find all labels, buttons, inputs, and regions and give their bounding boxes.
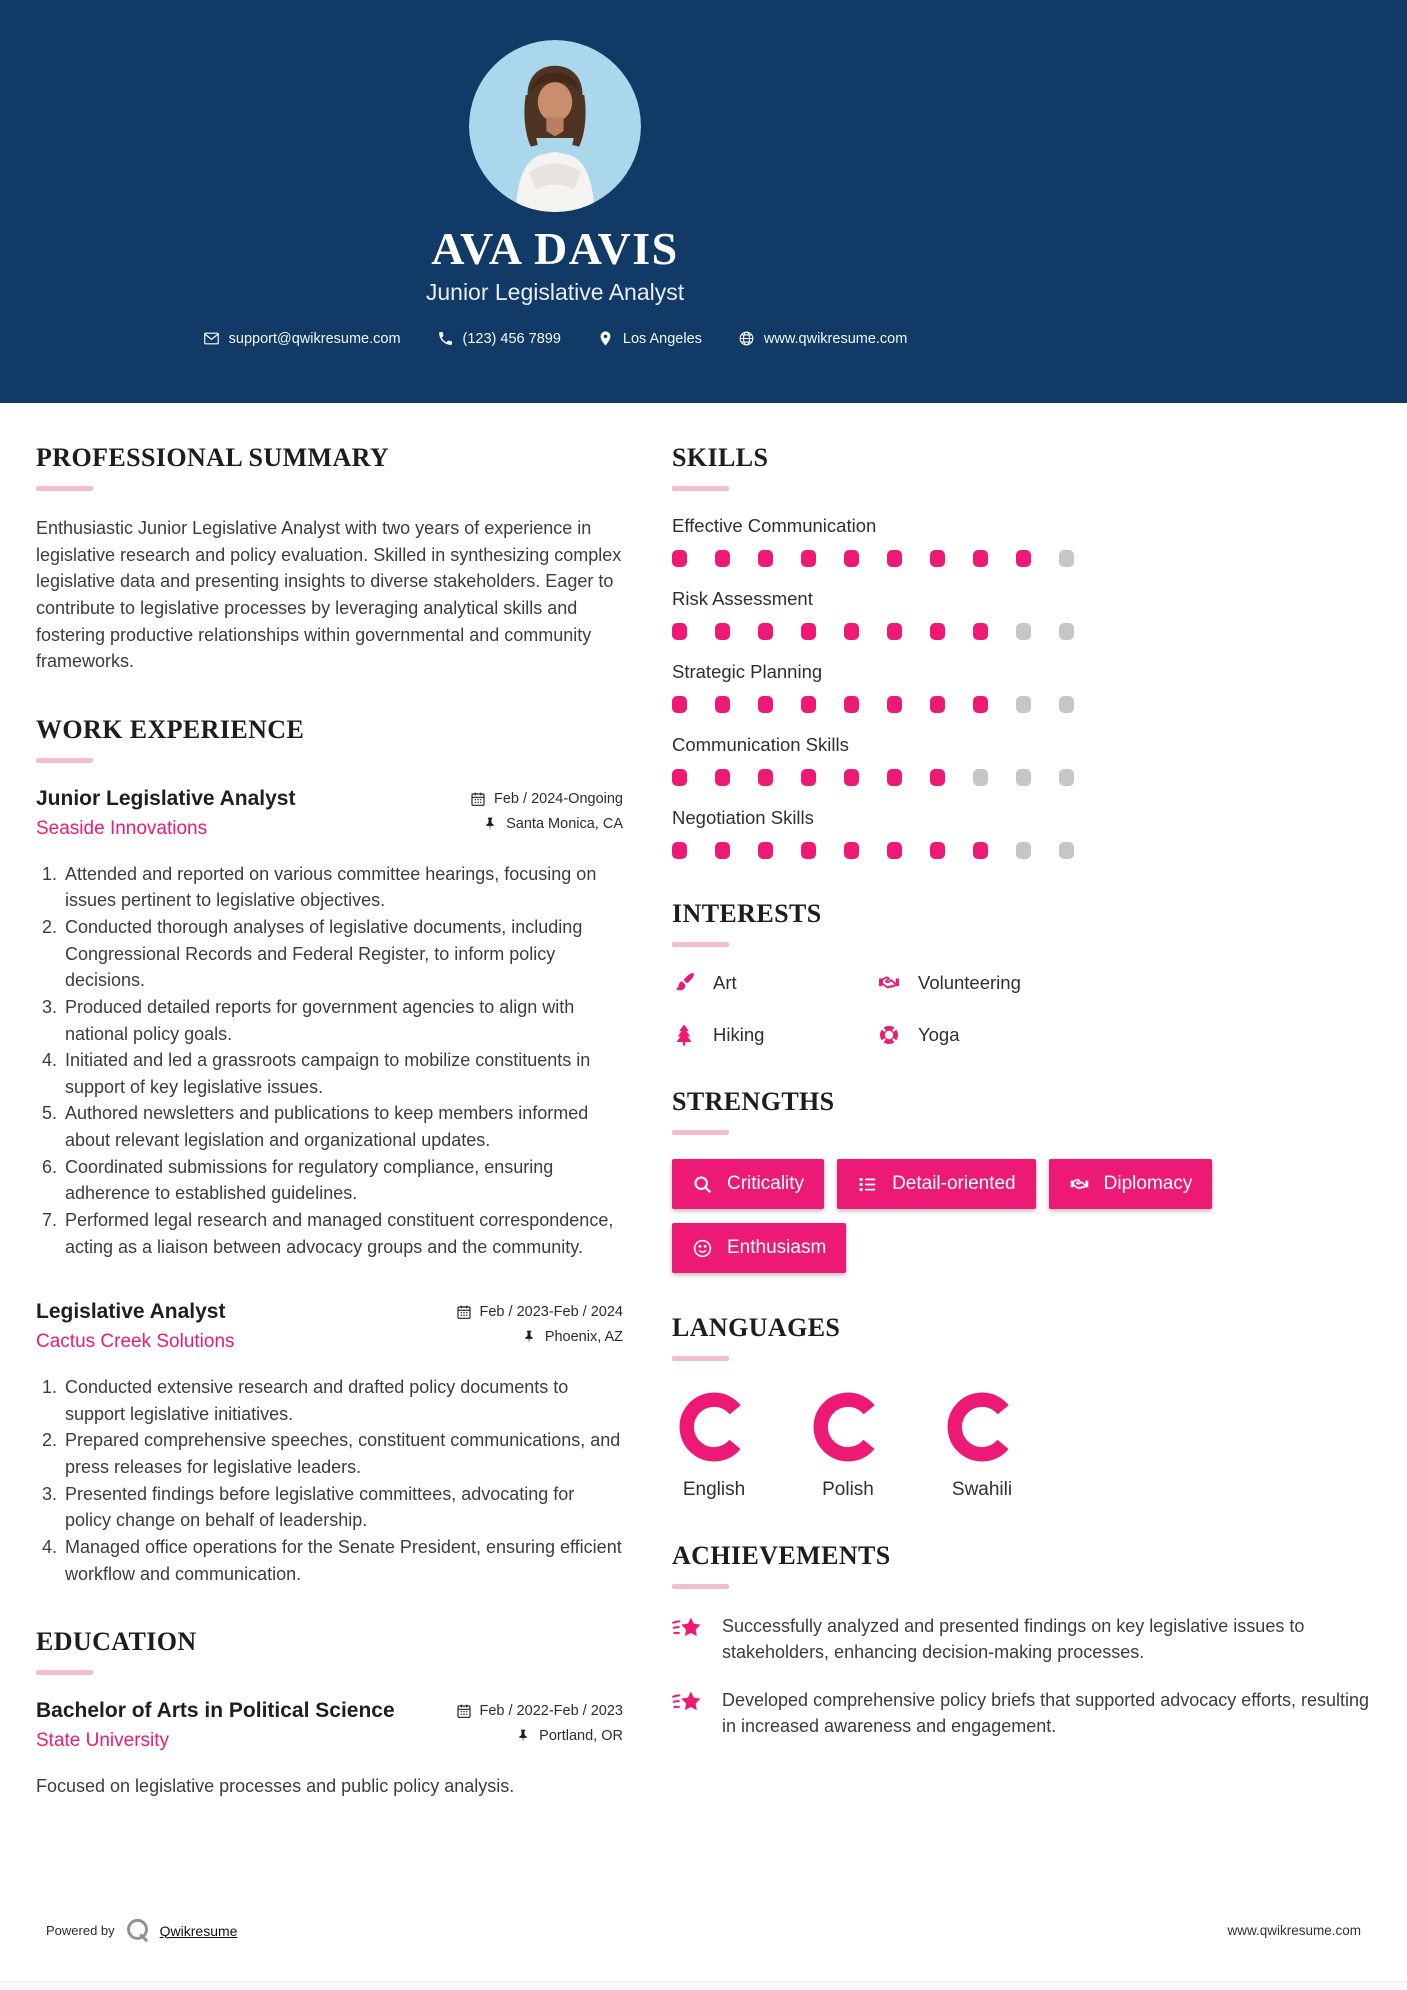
contact-item	[203, 330, 401, 347]
skill-item	[672, 661, 1371, 713]
skill-item	[672, 807, 1371, 859]
jobs-list	[36, 787, 623, 1587]
envelope-icon	[203, 330, 220, 347]
education-dates: Feb / 2022-Feb / 2023	[479, 1703, 623, 1720]
skill-dot-filled	[715, 696, 730, 713]
skill-name: Strategic Planning	[672, 661, 823, 682]
skill-dot-filled	[844, 696, 859, 713]
contact-text: Los Angeles	[622, 330, 702, 347]
interest-item	[877, 971, 1371, 995]
strength-badge[interactable]	[1049, 1159, 1213, 1209]
interests-list	[672, 971, 1371, 1047]
skill-dot-filled	[758, 696, 773, 713]
summary-text: Enthusiastic Junior Legislative Analyst with two years of experience in legislative research and policy evaluation. Skilled in synthesizing complex legislative data and presenting insights to diverse stakeholders. Eager to contribute to legislative processes by leveraging analytical skills and fostering productive relationships within governmental and community frameworks.	[36, 518, 622, 672]
header-content	[0, 0, 1110, 347]
job-meta	[470, 787, 623, 841]
skill-dots	[672, 769, 1371, 786]
skill-dot-filled	[887, 550, 902, 567]
left-column	[36, 443, 623, 1840]
qwikresume-logo-icon	[124, 1917, 151, 1944]
education-description: Focused on legislative processes and public policy analysis.	[36, 1776, 515, 1797]
section-skills	[672, 443, 1371, 859]
avatar-photo	[469, 40, 641, 212]
skill-dot-empty	[1059, 769, 1074, 786]
skill-dot-empty	[1016, 842, 1031, 859]
skill-dot-filled	[930, 696, 945, 713]
skill-dots	[672, 696, 1371, 713]
job-bullet: 6. Coordinated submissions for regulatory compliance, ensuring adherence to established guidelines.	[62, 1154, 623, 1207]
skills-heading: SKILLS	[672, 443, 769, 472]
phone-icon	[437, 330, 454, 347]
language-name: Polish	[822, 1479, 874, 1500]
main-content	[0, 403, 1407, 1840]
section-underline	[672, 1584, 729, 1589]
job-location: Santa Monica, CA	[506, 815, 623, 832]
skill-dot-empty	[1016, 623, 1031, 640]
language-progress-ring	[946, 1391, 1018, 1463]
interests-heading: INTERESTS	[672, 899, 822, 928]
skill-dot-empty	[1059, 842, 1074, 859]
interest-label: Volunteering	[918, 972, 1021, 993]
skill-dot-filled	[758, 769, 773, 786]
contact-item	[597, 330, 702, 347]
skill-dot-empty	[1016, 696, 1031, 713]
interest-item	[877, 1023, 1371, 1047]
skills-list	[672, 515, 1371, 859]
section-strengths	[672, 1087, 1371, 1273]
section-underline	[672, 942, 729, 947]
lifebuoy-icon	[877, 1023, 901, 1047]
skill-dot-empty	[1059, 623, 1074, 640]
language-item	[672, 1385, 756, 1501]
skill-dot-filled	[715, 769, 730, 786]
pushpin-icon	[521, 1329, 537, 1345]
job-bullet: 1. Attended and reported on various committee hearings, focusing on issues pertinent to legislative objectives.	[62, 861, 623, 914]
education-meta	[456, 1699, 624, 1753]
page-bottom-edge	[0, 1981, 1407, 1990]
skill-dot-filled	[715, 550, 730, 567]
skill-dot-empty	[1016, 769, 1031, 786]
candidate-name: AVA DAVIS	[431, 223, 679, 274]
strength-badge[interactable]	[837, 1159, 1036, 1209]
skill-dot-filled	[844, 550, 859, 567]
job-bullet: 3. Presented findings before legislative committees, advocating for policy change on behalf of leadership.	[62, 1481, 623, 1534]
interest-label: Art	[713, 972, 737, 993]
section-underline	[672, 1130, 729, 1135]
job-bullet: 1. Conducted extensive research and drafted policy documents to support legislative initiatives.	[62, 1374, 623, 1427]
job-company: Seaside Innovations	[36, 817, 208, 839]
job-bullet: 3. Produced detailed reports for government agencies to align with national policy goals.	[62, 994, 623, 1047]
skill-dot-empty	[973, 769, 988, 786]
skill-dot-filled	[801, 769, 816, 786]
pushpin-icon	[515, 1728, 531, 1744]
calendar-icon	[470, 791, 486, 807]
strength-badge[interactable]	[672, 1223, 846, 1273]
contact-row	[0, 330, 1110, 347]
job-meta	[456, 1300, 624, 1354]
skill-dot-filled	[973, 550, 988, 567]
job-bullet: 4. Initiated and led a grassroots campaign to mobilize constituents in support of key legislative issues.	[62, 1047, 623, 1100]
skill-dot-filled	[801, 696, 816, 713]
language-name: English	[682, 1479, 746, 1500]
skill-item	[672, 588, 1371, 640]
skill-dot-filled	[672, 550, 687, 567]
professional-summary-heading: PROFESSIONAL SUMMARY	[36, 443, 390, 472]
school-name: State University	[36, 1730, 170, 1752]
skill-name: Effective Communication	[672, 515, 877, 536]
achievement-text: Successfully analyzed and presented findings on key legislative issues to stakeholders, enhancing decision-making processes.	[722, 1616, 1305, 1663]
skill-dot-filled	[672, 696, 687, 713]
languages-list	[672, 1385, 1371, 1501]
skill-dots	[672, 842, 1371, 859]
skill-name: Risk Assessment	[672, 588, 813, 609]
language-progress-ring	[812, 1391, 884, 1463]
skill-dot-empty	[1059, 550, 1074, 567]
contact-text: (123) 456 7899	[462, 330, 561, 347]
skill-dot-filled	[672, 842, 687, 859]
interest-label: Yoga	[918, 1024, 960, 1045]
shooting-star-icon	[672, 1689, 704, 1717]
skill-dots	[672, 550, 1371, 567]
education-entry	[36, 1699, 623, 1753]
skill-dot-filled	[844, 769, 859, 786]
skill-item	[672, 734, 1371, 786]
job-entry	[36, 787, 623, 1260]
skill-dot-filled	[844, 623, 859, 640]
job-bullet: 4. Managed office operations for the Senate President, ensuring efficient workflow and communication.	[62, 1534, 623, 1587]
job-company: Cactus Creek Solutions	[36, 1331, 235, 1353]
candidate-title: Junior Legislative Analyst	[425, 279, 685, 305]
section-underline	[36, 1670, 93, 1675]
skill-dot-filled	[758, 623, 773, 640]
skill-dot-filled	[672, 623, 687, 640]
job-bullets	[36, 861, 623, 1260]
achievement-item	[672, 1687, 1371, 1739]
language-name: Swahili	[951, 1479, 1013, 1500]
skill-dot-filled	[801, 842, 816, 859]
job-bullet: 7. Performed legal research and managed constituent correspondence, acting as a liaison between advocacy groups and the community.	[62, 1207, 623, 1260]
degree-title: Bachelor of Arts in Political Science	[36, 1699, 395, 1723]
skill-name: Negotiation Skills	[672, 807, 814, 828]
contact-item	[437, 330, 561, 347]
handshake-icon	[877, 971, 901, 995]
work-experience-heading: WORK EXPERIENCE	[36, 714, 305, 744]
language-progress-ring	[678, 1391, 750, 1463]
section-achievements	[672, 1541, 1371, 1739]
avatar	[469, 40, 641, 212]
calendar-icon	[456, 1703, 472, 1719]
header-band	[0, 0, 1407, 403]
skill-dot-filled	[930, 550, 945, 567]
calendar-icon	[456, 1304, 472, 1320]
job-bullets	[36, 1374, 623, 1587]
job-title: Junior Legislative Analyst	[36, 786, 296, 810]
languages-heading: LANGUAGES	[672, 1313, 841, 1342]
section-underline	[672, 1356, 729, 1361]
strengths-heading: STRENGTHS	[672, 1087, 835, 1116]
qwikresume-link[interactable]: Qwikresume	[159, 1922, 238, 1939]
job-location: Phoenix, AZ	[544, 1329, 623, 1346]
strength-label: Enthusiasm	[727, 1237, 827, 1258]
skill-dot-filled	[973, 842, 988, 859]
language-item	[806, 1385, 890, 1501]
handshake-icon	[1069, 1174, 1090, 1195]
magnifier-icon	[692, 1174, 713, 1195]
section-underline	[36, 758, 93, 763]
achievement-item	[672, 1613, 1371, 1665]
footer-brand-group	[46, 1917, 237, 1944]
pine-tree-icon	[672, 1023, 696, 1047]
skill-dot-filled	[973, 696, 988, 713]
language-item	[940, 1385, 1024, 1501]
footer-website: www.qwikresume.com	[1227, 1923, 1361, 1938]
achievement-text: Developed comprehensive policy briefs that supported advocacy efforts, resulting in increased awareness and engagement.	[722, 1690, 1370, 1737]
section-education	[36, 1627, 623, 1800]
job-dates: Feb / 2024-Ongoing	[494, 790, 623, 807]
job-title: Legislative Analyst	[36, 1300, 226, 1324]
achievements-heading: ACHIEVEMENTS	[672, 1541, 891, 1570]
section-underline	[36, 486, 93, 491]
skill-dot-filled	[715, 623, 730, 640]
skill-dot-filled	[715, 842, 730, 859]
skill-name: Communication Skills	[672, 734, 849, 755]
skill-dot-filled	[930, 623, 945, 640]
powered-by-label: Powered by	[46, 1923, 115, 1938]
education-heading: EDUCATION	[36, 1627, 197, 1657]
smiley-icon	[692, 1238, 713, 1259]
education-location: Portland, OR	[539, 1728, 623, 1745]
skill-dot-filled	[887, 769, 902, 786]
interest-label: Hiking	[713, 1024, 765, 1045]
skill-dot-filled	[672, 769, 687, 786]
page-footer	[46, 1917, 1361, 1944]
pushpin-icon	[482, 816, 498, 832]
skill-dot-filled	[973, 623, 988, 640]
skill-dot-empty	[1059, 696, 1074, 713]
paintbrush-icon	[672, 971, 696, 995]
strength-label: Criticality	[727, 1173, 805, 1194]
job-dates: Feb / 2023-Feb / 2024	[479, 1304, 623, 1321]
skill-dot-filled	[844, 842, 859, 859]
skill-dot-filled	[887, 623, 902, 640]
skill-dot-filled	[930, 842, 945, 859]
list-icon	[857, 1174, 878, 1195]
section-languages	[672, 1313, 1371, 1501]
strength-badge[interactable]	[672, 1159, 824, 1209]
strengths-list	[672, 1159, 1232, 1273]
contact-item	[738, 330, 907, 347]
job-entry	[36, 1300, 623, 1587]
right-column	[672, 443, 1371, 1840]
interest-item	[672, 971, 877, 995]
skill-dot-filled	[758, 842, 773, 859]
strength-label: Detail-oriented	[892, 1173, 1016, 1194]
contact-text: support@qwikresume.com	[228, 330, 401, 347]
skill-dot-filled	[887, 696, 902, 713]
skill-dot-filled	[1016, 550, 1031, 567]
section-work-experience	[36, 715, 623, 1587]
skill-dot-filled	[887, 842, 902, 859]
skill-item	[672, 515, 1371, 567]
section-interests	[672, 899, 1371, 1047]
job-bullet: 2. Conducted thorough analyses of legislative documents, including Congressional Records and Federal Register, to inform policy decisions.	[62, 914, 623, 994]
job-bullet: 2. Prepared comprehensive speeches, constituent communications, and press releases for legislative leaders.	[62, 1427, 623, 1480]
shooting-star-icon	[672, 1615, 704, 1643]
skill-dot-filled	[930, 769, 945, 786]
globe-icon	[738, 330, 755, 347]
interest-item	[672, 1023, 877, 1047]
strength-label: Diplomacy	[1103, 1173, 1193, 1194]
achievements-list	[672, 1613, 1371, 1739]
job-bullet: 5. Authored newsletters and publications to keep members informed about relevant legislation and organizational updates.	[62, 1100, 623, 1153]
section-underline	[672, 486, 729, 491]
skill-dots	[672, 623, 1371, 640]
contact-text: www.qwikresume.com	[763, 330, 908, 347]
skill-dot-filled	[801, 550, 816, 567]
skill-dot-filled	[758, 550, 773, 567]
section-professional-summary	[36, 443, 623, 675]
skill-dot-filled	[801, 623, 816, 640]
location-icon	[597, 330, 614, 347]
